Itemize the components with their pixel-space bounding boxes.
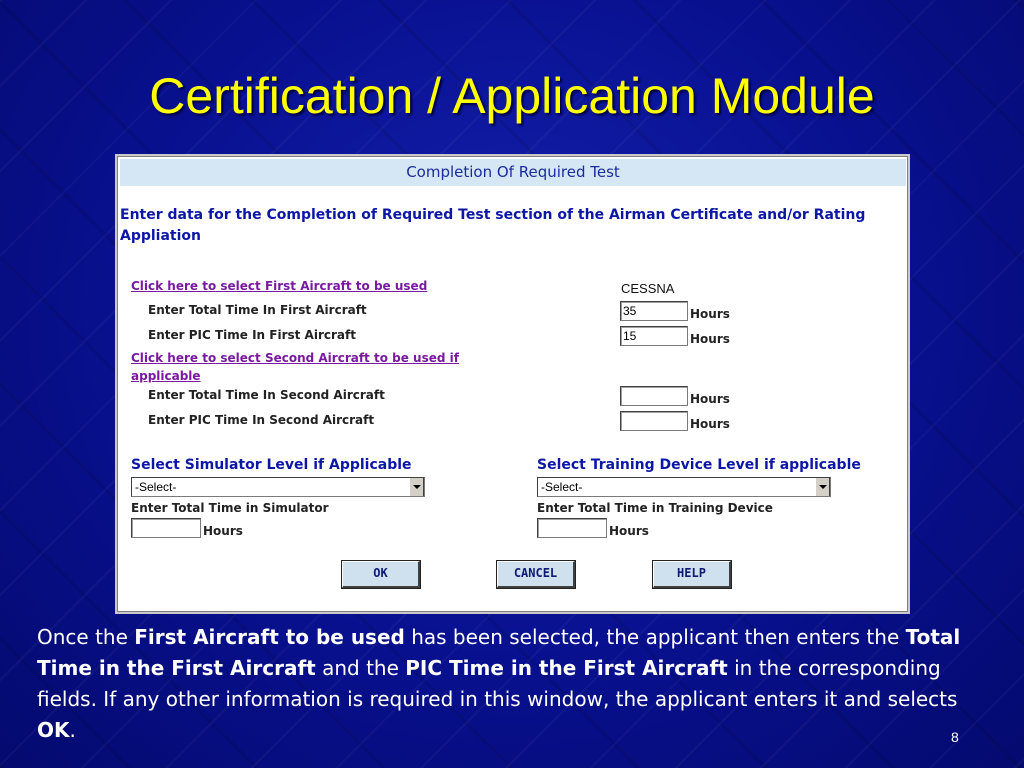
chevron-down-icon[interactable] bbox=[815, 478, 830, 496]
select-first-aircraft-link[interactable]: Click here to select First Aircraft to be used bbox=[131, 279, 428, 293]
second-aircraft-link-line2: applicable bbox=[131, 369, 201, 383]
simulator-level-heading: Select Simulator Level if Applicable bbox=[131, 457, 412, 473]
simulator-time-label: Enter Total Time in Simulator bbox=[131, 501, 329, 515]
caption-text-3: and the bbox=[315, 656, 406, 680]
first-pic-time-label: Enter PIC Time In First Aircraft bbox=[148, 328, 356, 342]
slide-title: Certification / Application Module bbox=[149, 68, 875, 124]
intro-text: Enter data for the Completion of Required Test section of the Airman Certificate and/or Rating Appliation bbox=[120, 207, 866, 244]
second-pic-time-units: Hours bbox=[690, 417, 730, 431]
training-device-time-units: Hours bbox=[609, 524, 649, 538]
second-total-time-label: Enter Total Time In Second Aircraft bbox=[148, 388, 385, 402]
simulator-level-select[interactable] bbox=[131, 477, 425, 497]
completion-of-required-test-window bbox=[115, 154, 910, 614]
select-second-aircraft-link[interactable] bbox=[131, 349, 459, 385]
caption-text-5: . bbox=[69, 718, 76, 742]
second-pic-time-input[interactable] bbox=[620, 411, 688, 431]
slide-caption bbox=[37, 622, 977, 746]
training-device-time-label: Enter Total Time in Training Device bbox=[537, 501, 773, 515]
simulator-time-input[interactable] bbox=[131, 518, 201, 538]
caption-bold-2: Total Time in the First Aircraft bbox=[37, 625, 961, 680]
first-aircraft-selected: CESSNA bbox=[621, 281, 675, 296]
page-number: 8 bbox=[951, 729, 959, 745]
training-device-level-value: -Select- bbox=[541, 480, 583, 494]
caption-bold-3: PIC Time in the First Aircraft bbox=[405, 656, 728, 680]
second-total-time-input[interactable] bbox=[620, 386, 688, 406]
training-device-level-select[interactable] bbox=[537, 477, 831, 497]
second-aircraft-link-line1: Click here to select Second Aircraft to be used if bbox=[131, 351, 459, 365]
caption-bold-1: First Aircraft to be used bbox=[134, 625, 405, 649]
chevron-down-icon[interactable] bbox=[409, 478, 424, 496]
first-pic-time-input[interactable] bbox=[620, 326, 688, 346]
ok-button[interactable]: OK bbox=[342, 561, 420, 588]
caption-bold-4: OK bbox=[37, 718, 70, 742]
first-total-time-units: Hours bbox=[690, 307, 730, 321]
caption-text-4: in the corresponding fields. If any other information is required in this window, the applicant enters it and selects bbox=[37, 656, 958, 711]
first-pic-time-units: Hours bbox=[690, 332, 730, 346]
help-button[interactable]: HELP bbox=[653, 561, 731, 588]
simulator-time-units: Hours bbox=[203, 524, 243, 538]
caption-text-1: Once the bbox=[37, 625, 135, 649]
first-total-time-input[interactable] bbox=[620, 301, 688, 321]
first-total-time-label: Enter Total Time In First Aircraft bbox=[148, 303, 367, 317]
training-device-time-input[interactable] bbox=[537, 518, 607, 538]
cancel-button[interactable]: CANCEL bbox=[497, 561, 575, 588]
window-header: Completion Of Required Test bbox=[120, 159, 906, 186]
caption-text-2: has been selected, the applicant then enters the bbox=[404, 625, 906, 649]
training-device-level-heading: Select Training Device Level if applicable bbox=[537, 457, 861, 473]
simulator-level-value: -Select- bbox=[135, 480, 177, 494]
second-pic-time-label: Enter PIC Time In Second Aircraft bbox=[148, 413, 375, 427]
second-total-time-units: Hours bbox=[690, 392, 730, 406]
